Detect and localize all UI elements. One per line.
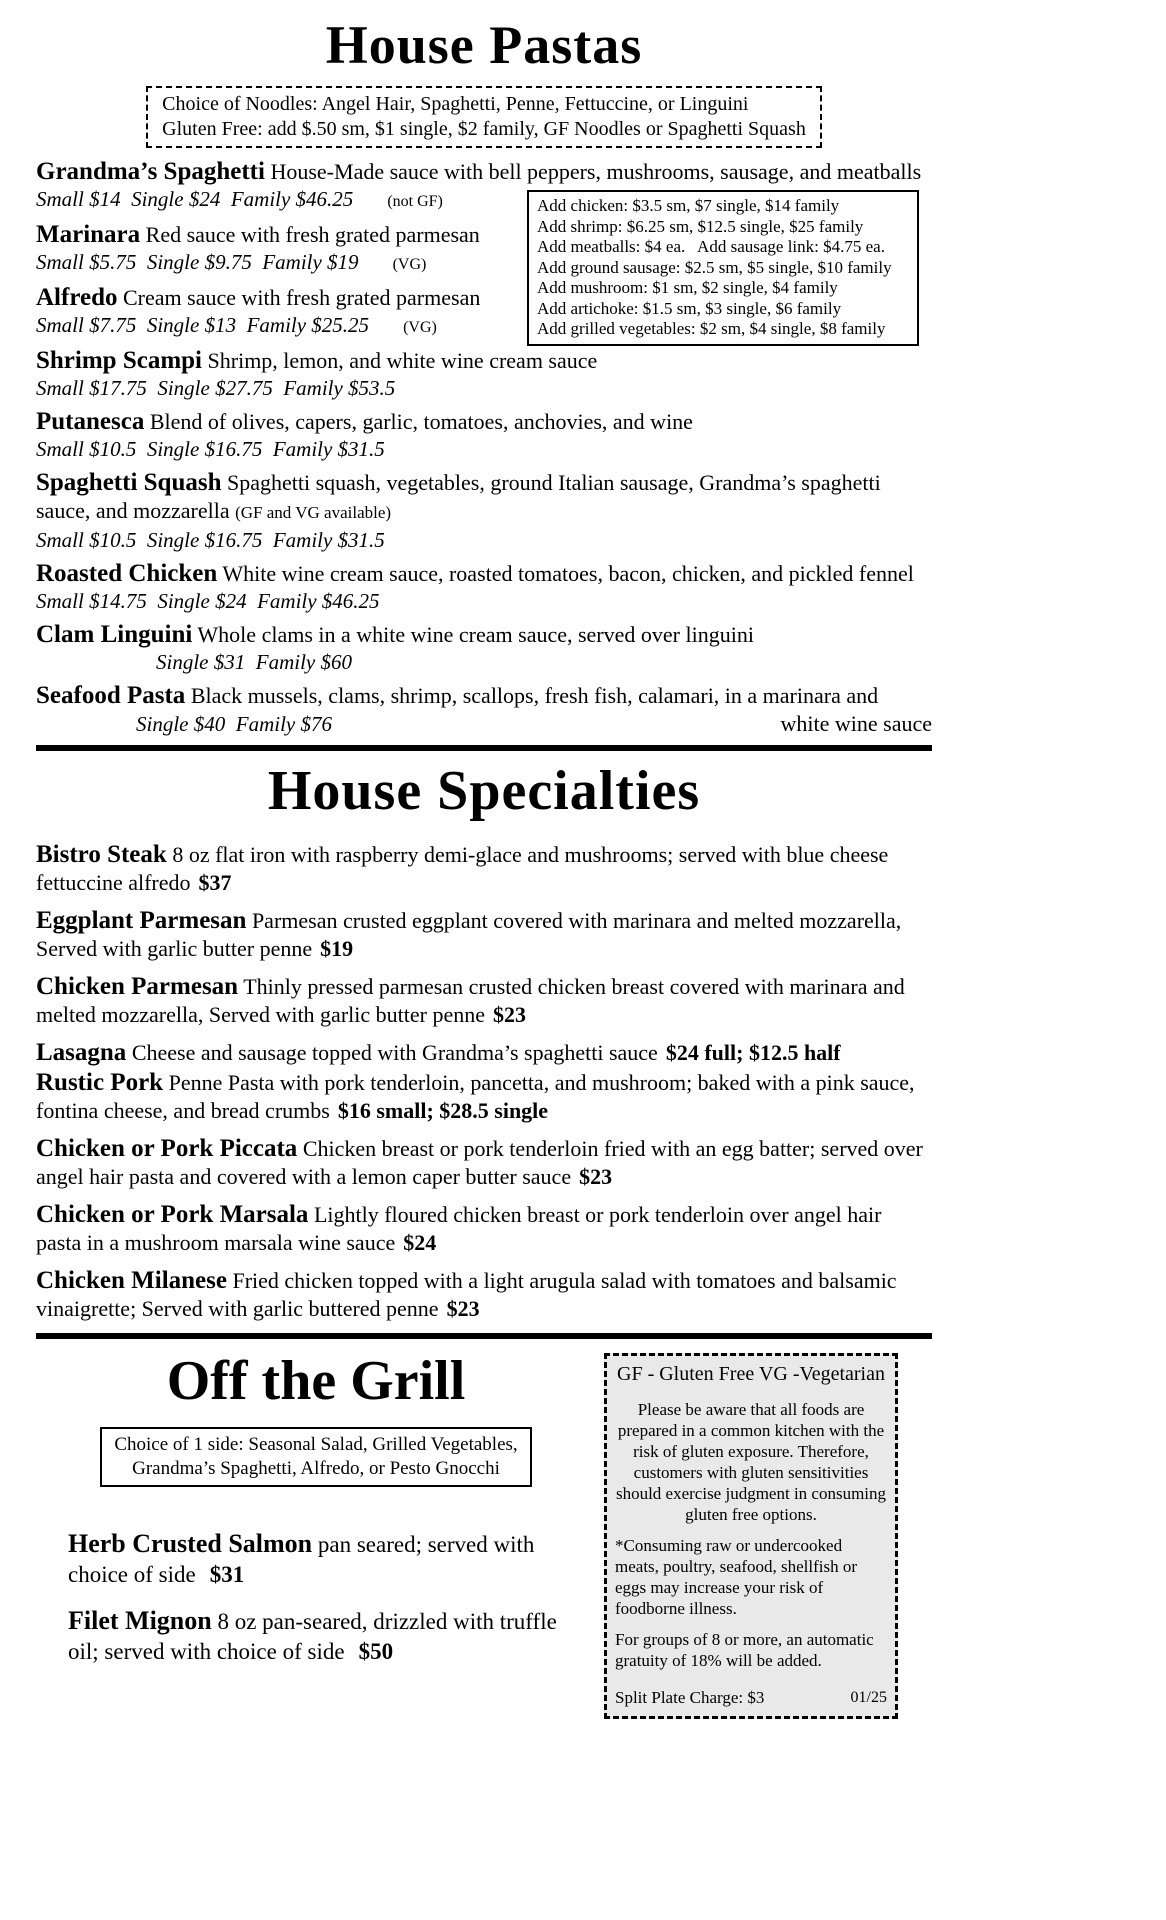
- item-price: $19: [320, 936, 354, 961]
- item-price: $31: [209, 1562, 245, 1587]
- item-description: Lightly floured chicken breast or pork tenderloin over angel hair pasta in a mushroom marsala wine sauce: [36, 1202, 882, 1255]
- date-code: 01/25: [850, 1689, 887, 1706]
- item-name: Lasagna: [36, 1039, 127, 1066]
- addon-chicken: Add chicken: $3.5 sm, $7 single, $14 family: [537, 196, 840, 215]
- item-prices: Small $5.75 Single $9.75 Family $19: [36, 250, 359, 274]
- side-choice-box: [100, 1427, 531, 1487]
- item-description: Whole clams in a white wine cream sauce, served over linguini: [197, 622, 754, 647]
- gluten-free-line: Gluten Free: add $.50 sm, $1 single, $2 family, GF Noodles or Spaghetti Squash: [162, 118, 806, 140]
- item-name: Alfredo: [36, 284, 118, 311]
- item-prices: Single $31 Family $60: [156, 650, 352, 674]
- menu-item-clam-linguini: [36, 621, 932, 675]
- section-divider: [36, 745, 932, 751]
- menu-item-chicken-pork-piccata: [36, 1135, 932, 1191]
- addon-grilled-vegetables: Add grilled vegetables: $2 sm, $4 single, $8 family: [537, 319, 886, 338]
- menu-item-seafood-pasta: [36, 682, 932, 737]
- item-name: Chicken or Pork Piccata: [36, 1135, 298, 1162]
- addon-shrimp: Add shrimp: $6.25 sm, $12.5 single, $25 family: [537, 216, 864, 236]
- item-price: $24 full; $12.5 half: [665, 1040, 841, 1065]
- addon-artichoke: Add artichoke: $1.5 sm, $3 single, $6 family: [537, 298, 842, 318]
- menu-item-filet-mignon: [68, 1606, 588, 1667]
- item-description: 8 oz flat iron with raspberry demi-glace and mushrooms; served with blue cheese fettuccine alfredo: [36, 842, 889, 895]
- item-price: $23: [579, 1164, 613, 1189]
- item-description: Chicken breast or pork tenderloin fried with an egg batter; served over angel hair pasta and covered with a lemon caper butter sauce: [36, 1136, 923, 1189]
- item-description: Cheese and sausage topped with Grandma’s spaghetti sauce: [131, 1040, 658, 1065]
- specialties-section-title: House Specialties: [267, 760, 701, 822]
- item-name: Chicken Milanese: [36, 1267, 227, 1294]
- dietary-legend: [615, 1362, 887, 1389]
- menu-item-chicken-milanese: [36, 1267, 932, 1323]
- item-description: House-Made sauce with bell peppers, mushrooms, sausage, and meatballs: [270, 159, 922, 184]
- item-description: Shrimp, lemon, and white wine cream sauce: [207, 348, 598, 373]
- legend-vg: VG -Vegetarian: [758, 1363, 885, 1385]
- item-description: Cream sauce with fresh grated parmesan: [122, 285, 481, 310]
- item-description: Parmesan crusted eggplant covered with marinara and melted mozzarella, Served with garlic butter penne: [36, 908, 902, 961]
- item-name: Shrimp Scampi: [36, 347, 203, 374]
- info-box-footer: [615, 1687, 887, 1708]
- menu-item-herb-crusted-salmon: [68, 1529, 588, 1590]
- item-name: Seafood Pasta: [36, 682, 186, 709]
- item-name: Clam Linguini: [36, 621, 193, 648]
- split-plate-charge: Split Plate Charge: $3: [615, 1688, 765, 1707]
- item-price: $24: [403, 1230, 437, 1255]
- noodle-box-wrap: [36, 86, 932, 148]
- legend-gf: GF - Gluten Free: [617, 1363, 755, 1385]
- item-price: $23: [492, 1002, 526, 1027]
- item-name: Bistro Steak: [36, 841, 167, 868]
- item-prices: Small $10.5 Single $16.75 Family $31.5: [36, 437, 385, 461]
- grill-section: [36, 1349, 932, 1909]
- menu-item-eggplant-parmesan: [36, 907, 932, 963]
- item-name: Eggplant Parmesan: [36, 907, 247, 934]
- item-prices: Small $14.75 Single $24 Family $46.25: [36, 589, 380, 613]
- item-description: 8 oz pan-seared, drizzled with truffle oil; served with choice of side: [68, 1609, 557, 1664]
- grill-left-column: [36, 1349, 596, 1667]
- menu-item-spaghetti-squash: [36, 469, 932, 553]
- item-prices: Single $40 Family $76: [136, 712, 332, 736]
- item-description: pan seared; served with choice of side: [68, 1532, 535, 1587]
- item-name: Chicken Parmesan: [36, 973, 239, 1000]
- item-prices: Small $17.75 Single $27.75 Family $53.5: [36, 376, 396, 400]
- item-name: Chicken or Pork Marsala: [36, 1201, 309, 1228]
- item-name: Rustic Pork: [36, 1069, 164, 1096]
- item-name: Filet Mignon: [68, 1606, 212, 1635]
- addon-ground-sausage: Add ground sausage: $2.5 sm, $5 single, $10 family: [537, 257, 892, 277]
- noodle-choice-box: [146, 86, 822, 148]
- item-name: Grandma’s Spaghetti: [36, 158, 265, 185]
- side-choice-line: Grandma’s Spaghetti, Alfredo, or Pesto Gnocchi: [132, 1458, 500, 1479]
- item-description: Black mussels, clams, shrimp, scallops, fresh fish, calamari, in a marinara and: [190, 683, 879, 708]
- item-name: Roasted Chicken: [36, 560, 218, 587]
- noodle-choice-line: Choice of Noodles: Angel Hair, Spaghetti, Penne, Fettuccine, or Linguini: [162, 93, 749, 115]
- item-note: (VG): [392, 256, 427, 273]
- menu-item-putanesca: [36, 408, 932, 462]
- item-price: $50: [358, 1639, 394, 1664]
- menu-item-bistro-steak: [36, 841, 932, 897]
- section-divider: [36, 1333, 932, 1339]
- info-box: [604, 1353, 898, 1719]
- specialties-items-list: [36, 841, 932, 1323]
- side-choice-line: Choice of 1 side: Seasonal Salad, Grilled Vegetables,: [114, 1434, 518, 1455]
- pastas-section-title: House Pastas: [325, 15, 643, 75]
- item-prices: Small $14 Single $24 Family $46.25: [36, 187, 354, 211]
- menu-item-shrimp-scampi: [36, 347, 932, 401]
- item-description: Fried chicken topped with a light arugula salad with tomatoes and balsamic vinaigrette; Served with garlic buttered penne: [36, 1268, 897, 1321]
- item-price: $23: [446, 1296, 480, 1321]
- item-description: Spaghetti squash, vegetables, ground Italian sausage, Grandma’s spaghetti sauce, and mozzarella: [36, 470, 881, 523]
- item-note: (VG): [403, 319, 437, 336]
- item-name: Herb Crusted Salmon: [68, 1529, 313, 1558]
- addons-box: [527, 190, 919, 346]
- item-note: (not GF): [387, 193, 443, 210]
- grill-section-title: Off the Grill: [166, 1350, 466, 1412]
- addon-meatballs-sausage-link: Add meatballs: $4 ea. Add sausage link: $4.75 ea.: [537, 237, 885, 256]
- menu-item-chicken-pork-marsala: [36, 1201, 932, 1257]
- item-name: Spaghetti Squash: [36, 469, 222, 496]
- item-description: Blend of olives, capers, garlic, tomatoes, anchovies, and wine: [149, 409, 693, 434]
- menu-item-roasted-chicken: [36, 560, 932, 614]
- menu-item-rustic-pork: [36, 1069, 932, 1125]
- item-name: Putanesca: [36, 408, 145, 435]
- item-availability-note: (GF and VG available): [235, 503, 392, 522]
- item-price: $37: [198, 870, 232, 895]
- addon-mushroom: Add mushroom: $1 sm, $2 single, $4 family: [537, 278, 838, 297]
- item-prices: Small $10.5 Single $16.75 Family $31.5: [36, 528, 385, 552]
- raw-food-disclaimer: *Consuming raw or undercooked meats, poultry, seafood, shellfish or eggs may increase your risk of foodborne illness.: [615, 1536, 858, 1618]
- item-description: Red sauce with fresh grated parmesan: [145, 222, 480, 247]
- item-description-continued: white wine sauce: [780, 711, 932, 736]
- item-description: Thinly pressed parmesan crusted chicken breast covered with marinara and melted mozzarella, Served with garlic butter penne: [36, 974, 905, 1027]
- gratuity-notice: For groups of 8 or more, an automatic gratuity of 18% will be added.: [615, 1630, 874, 1670]
- item-price: $16 small; $28.5 single: [337, 1098, 549, 1123]
- item-description: Penne Pasta with pork tenderloin, pancetta, and mushroom; baked with a pink sauce, fontina cheese, and bread crumbs: [36, 1070, 915, 1123]
- item-description: White wine cream sauce, roasted tomatoes, bacon, chicken, and pickled fennel: [222, 561, 914, 586]
- menu-item-chicken-parmesan: [36, 973, 932, 1029]
- item-name: Marinara: [36, 221, 141, 248]
- menu-item-lasagna: [36, 1039, 932, 1067]
- item-prices: Small $7.75 Single $13 Family $25.25: [36, 313, 370, 337]
- gluten-disclaimer: Please be aware that all foods are prepared in a common kitchen with the risk of gluten exposure. Therefore, customers with gluten sensitivities should exercise judgment in consuming gluten free options.: [615, 1400, 887, 1524]
